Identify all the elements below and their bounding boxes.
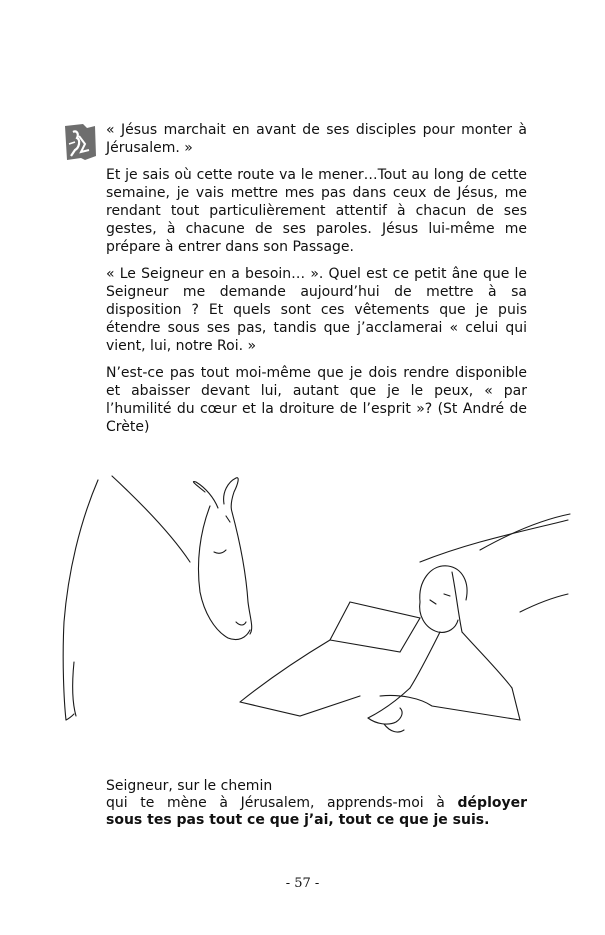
prayer-line-1: Seigneur, sur le chemin bbox=[106, 778, 273, 794]
prayer-line-2-text: qui te mène à Jérusalem, apprends-moi à bbox=[106, 795, 445, 811]
paragraph-disponible: N’est-ce pas tout moi-même que je dois rendre disponible et abaisser devant lui, autant que je le peux, « par l’humilité du cœur et la droiture de l’esprit »? (St André de Crète) bbox=[106, 365, 527, 435]
page-number: - 57 - bbox=[285, 876, 320, 891]
paragraph-route: Et je sais où cette route va le mener…Tout au long de cette semaine, je vais mettre mes pas dans ceux de Jésus, me rendant tout particulièrement attentif à chacun de ses gestes, à chacune de ses paroles. Jésus lui-même me prépare à entrer dans son Passage. bbox=[106, 167, 527, 255]
donkey-and-kneeling-figure-drawing bbox=[0, 462, 605, 762]
kneeling-figure-icon bbox=[63, 122, 97, 162]
body-text bbox=[106, 121, 527, 436]
paragraph-quote: « Jésus marchait en avant de ses disciples pour monter à Jérusalem. » bbox=[106, 122, 527, 156]
prayer-bold-2: sous tes pas tout ce que j’ai, tout ce que je suis. bbox=[106, 812, 490, 828]
paragraph-seigneur: « Le Seigneur en a besoin… ». Quel est ce petit âne que le Seigneur me demande aujourd’hui de mettre à sa disposition ? Et quels sont ces vêtements que je puis étendre sous ses pas, tandis que j’acclamerai « celui qui vient, lui, notre Roi. » bbox=[106, 266, 527, 354]
prayer bbox=[106, 778, 527, 829]
prayer-bold-1: déployer bbox=[457, 795, 528, 811]
prayer-line-2 bbox=[106, 795, 527, 812]
